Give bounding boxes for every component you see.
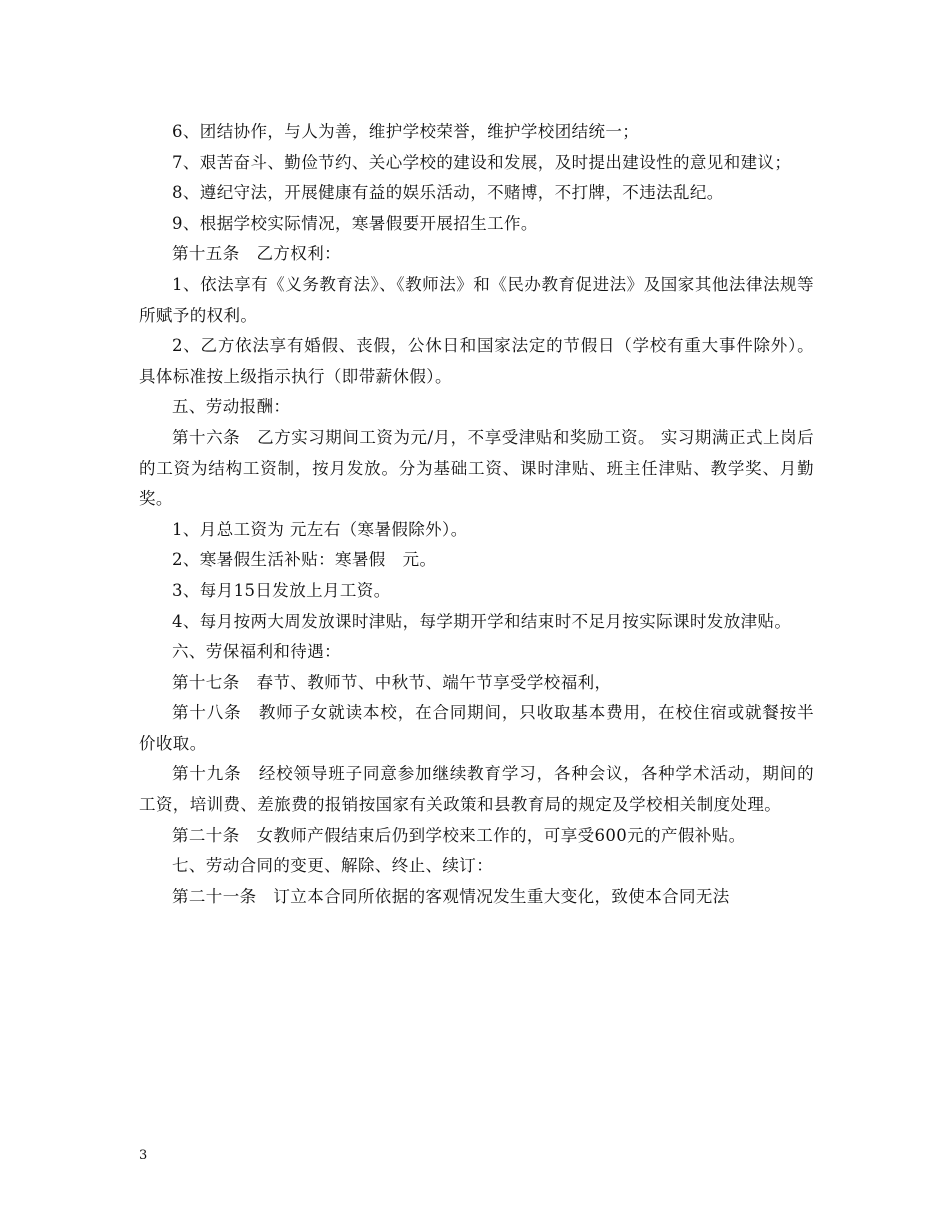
document-body — [139, 117, 814, 912]
paragraph: 6、团结协作，与人为善，维护学校荣誉，维护学校团结统一； — [172, 122, 640, 141]
page-number: 3 — [139, 1148, 148, 1163]
paragraph: 第二十一条 订立本合同所依据的客观情况发生重大变化，致使本合同无法 — [172, 886, 730, 906]
section-heading: 六、劳保福利和待遇： — [172, 642, 341, 662]
paragraph: 2、乙方依法享有婚假、丧假，公休日和国家法定的节假日（学校有重大事件除外）。具体标准按上级指示执行（即带薪休假）。 — [139, 336, 814, 386]
paragraph: 第十八条 教师子女就读本校，在合同期间，只收取基本费用，在校住宿或就餐按半价收取。 — [139, 703, 814, 753]
paragraph: 第十六条 乙方实习期间工资为元/月，不享受津贴和奖励工资。 实习期满正式上岗后的工资为结构工资制，按月发放。分为基础工资、课时津贴、班主任津贴、教学奖、月勤奖。 — [139, 427, 814, 509]
section-heading: 七、劳动合同的变更、解除、终止、续订： — [172, 856, 494, 876]
paragraph: 4、每月按两大周发放课时津贴，每学期开学和结束时不足月按实际课时发放津贴。 — [172, 611, 792, 631]
section-heading: 第十五条 乙方权利： — [172, 244, 341, 264]
paragraph: 1、依法享有《义务教育法》、《教师法》和《民办教育促进法》及国家其他法律法规等所赋予的权利。 — [139, 274, 814, 325]
paragraph: 8、遵纪守法，开展健康有益的娱乐活动，不赌博，不打牌，不违法乱纪。 — [172, 183, 724, 203]
paragraph: 第十七条 春节、教师节、中秋节、端午节享受学校福利， — [172, 672, 612, 692]
paragraph: 3、每月15日发放上月工资。 — [172, 580, 391, 600]
paragraph: 2、寒暑假生活补贴：寒暑假 元。 — [172, 550, 437, 570]
paragraph: 9、根据学校实际情况，寒暑假要开展招生工作。 — [172, 213, 538, 233]
paragraph: 第十九条 经校领导班子同意参加继续教育学习，各种会议，各种学术活动，期间的工资，培训费、差旅费的报销按国家有关政策和县教育局的规定及学校相关制度处理。 — [139, 764, 814, 815]
section-heading: 五、劳动报酬： — [172, 397, 291, 417]
paragraph: 1、月总工资为 元左右（寒暑假除外）。 — [172, 519, 468, 539]
paragraph: 第二十条 女教师产假结束后仍到学校来工作的，可享受600元的产假补贴。 — [172, 825, 746, 845]
paragraph: 7、艰苦奋斗、勤俭节约、关心学校的建设和发展，及时提出建设性的意见和建议； — [172, 152, 792, 172]
